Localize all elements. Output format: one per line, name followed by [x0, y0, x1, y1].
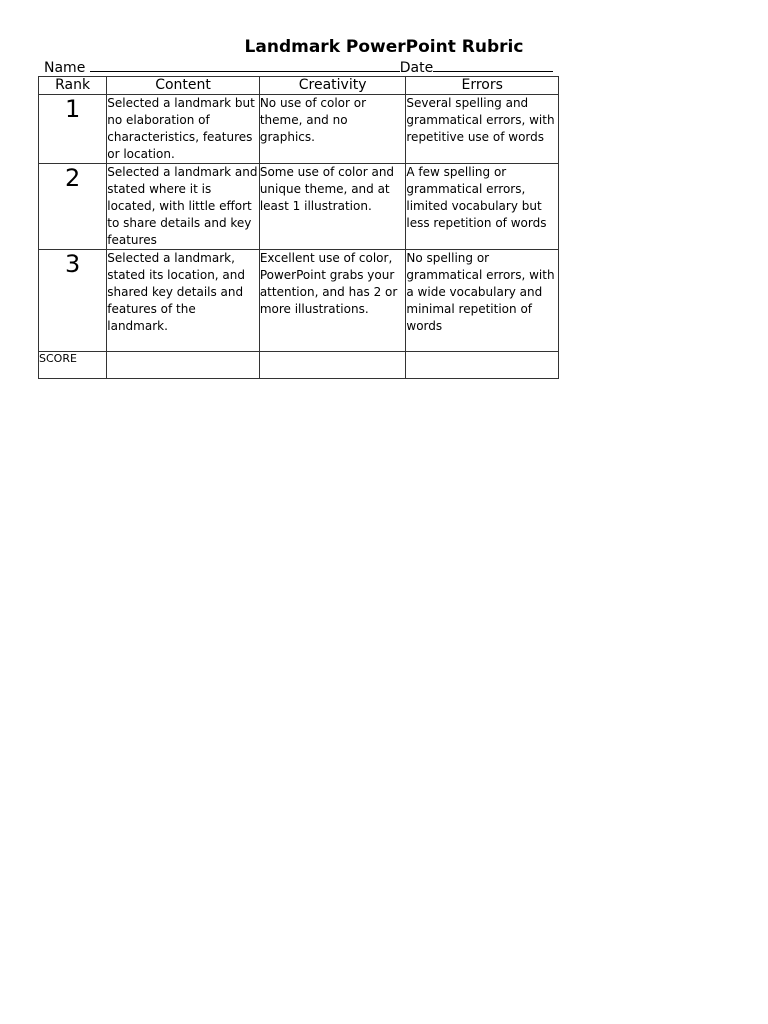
name-date-line [44, 57, 553, 77]
content-cell: Selected a landmark, stated its location, and shared key details and features of the landmark. [107, 250, 260, 352]
header-creativity: Creativity [259, 77, 406, 95]
score-label: SCORE [39, 352, 107, 379]
score-errors-cell[interactable] [406, 352, 559, 379]
header-errors: Errors [406, 77, 559, 95]
name-label: Name [44, 60, 86, 76]
score-row [39, 352, 559, 379]
creativity-cell: Excellent use of color, PowerPoint grabs your attention, and has 2 or more illustrations. [259, 250, 406, 352]
rank-cell: 2 [39, 164, 107, 250]
content-cell: Selected a landmark but no elaboration of characteristics, features or location. [107, 95, 260, 164]
table-row [39, 250, 559, 352]
creativity-cell: Some use of color and unique theme, and at least 1 illustration. [259, 164, 406, 250]
rank-cell: 3 [39, 250, 107, 352]
errors-cell: No spelling or grammatical errors, with a wide vocabulary and minimal repetition of words [406, 250, 559, 352]
table-row [39, 164, 559, 250]
content-cell: Selected a landmark and stated where it is located, with little effort to share details and key features [107, 164, 260, 250]
errors-cell: Several spelling and grammatical errors, with repetitive use of words [406, 95, 559, 164]
rubric-table [38, 76, 559, 379]
header-rank: Rank [39, 77, 107, 95]
table-header-row [39, 77, 559, 95]
header-content: Content [107, 77, 260, 95]
page-title: Landmark PowerPoint Rubric [244, 37, 524, 57]
date-blank[interactable] [433, 57, 553, 72]
creativity-cell: No use of color or theme, and no graphics. [259, 95, 406, 164]
rank-cell: 1 [39, 95, 107, 164]
name-blank[interactable] [90, 57, 400, 72]
score-creativity-cell[interactable] [259, 352, 406, 379]
errors-cell: A few spelling or grammatical errors, limited vocabulary but less repetition of words [406, 164, 559, 250]
score-content-cell[interactable] [107, 352, 260, 379]
table-row [39, 95, 559, 164]
date-label: Date [399, 60, 434, 76]
